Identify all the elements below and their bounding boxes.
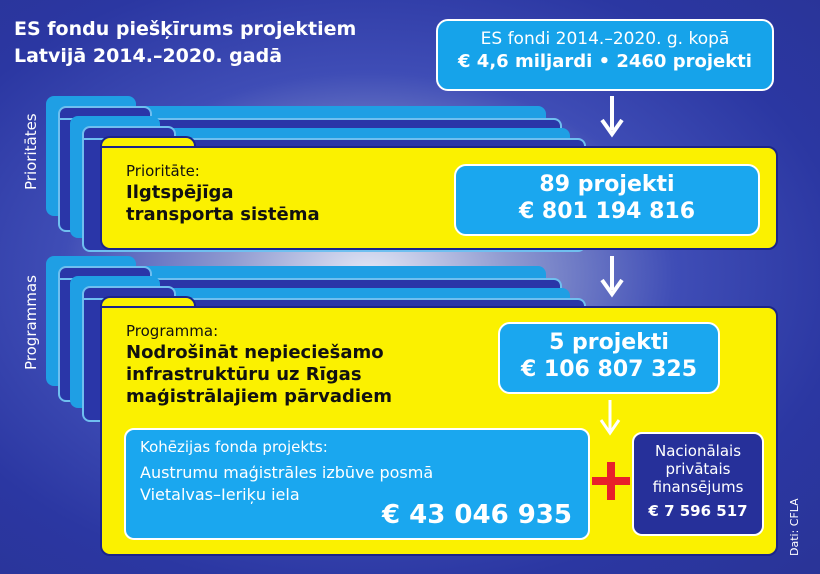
priority-name-line-1: Ilgtspējīga xyxy=(126,182,234,203)
national-funding-box xyxy=(632,432,764,536)
program-name xyxy=(126,342,392,408)
down-arrow-icon xyxy=(598,94,626,138)
priority-name-line-2: transporta sistēma xyxy=(126,204,320,225)
priorities-side-label: Prioritātes xyxy=(22,113,40,190)
priority-name xyxy=(126,182,320,226)
down-arrow-icon xyxy=(598,398,622,438)
source-note: Dati: CFLA xyxy=(788,498,801,556)
national-amount: € 7 596 517 xyxy=(648,502,748,520)
cohesion-line-1: Austrumu maģistrāles izbūve posmā xyxy=(140,463,434,482)
program-heading: Programma: xyxy=(126,322,219,340)
national-line-3: finansējums xyxy=(652,478,744,496)
program-card xyxy=(100,306,778,556)
cohesion-amount: € 43 046 935 xyxy=(382,500,572,530)
cohesion-heading: Kohēzijas fonda projekts: xyxy=(140,438,328,456)
priority-amount: € 801 194 816 xyxy=(518,199,696,224)
program-amount: € 106 807 325 xyxy=(520,357,698,382)
priority-card xyxy=(100,146,778,250)
summary-line-2: € 4,6 miljardi • 2460 projekti xyxy=(458,51,752,72)
plus-icon xyxy=(590,460,632,502)
title-line-2: Latvijā 2014.–2020. gadā xyxy=(14,45,283,67)
title-line-1: ES fondu piešķīrums projektiem xyxy=(14,18,357,40)
summary-line-1: ES fondi 2014.–2020. g. kopā xyxy=(480,29,730,49)
program-projects: 5 projekti xyxy=(549,330,669,355)
program-stats-box xyxy=(498,322,720,394)
priority-heading: Prioritāte: xyxy=(126,162,200,180)
program-name-line-2: infrastruktūru uz Rīgas xyxy=(126,364,362,385)
summary-box xyxy=(436,19,774,91)
cohesion-line-2: Vietalvas–Ieriķu iela xyxy=(140,485,300,504)
priority-projects: 89 projekti xyxy=(539,172,675,197)
program-name-line-1: Nodrošināt nepieciešamo xyxy=(126,342,384,363)
programs-side-label: Programmas xyxy=(22,275,40,370)
national-line-2: privātais xyxy=(665,460,731,478)
page-title xyxy=(14,16,356,70)
program-name-line-3: maģistrālajiem pārvadiem xyxy=(126,386,392,407)
down-arrow-icon xyxy=(598,254,626,298)
cohesion-project-box xyxy=(124,428,590,540)
national-line-1: Nacionālais xyxy=(654,442,742,460)
priority-stats-box xyxy=(454,164,760,236)
